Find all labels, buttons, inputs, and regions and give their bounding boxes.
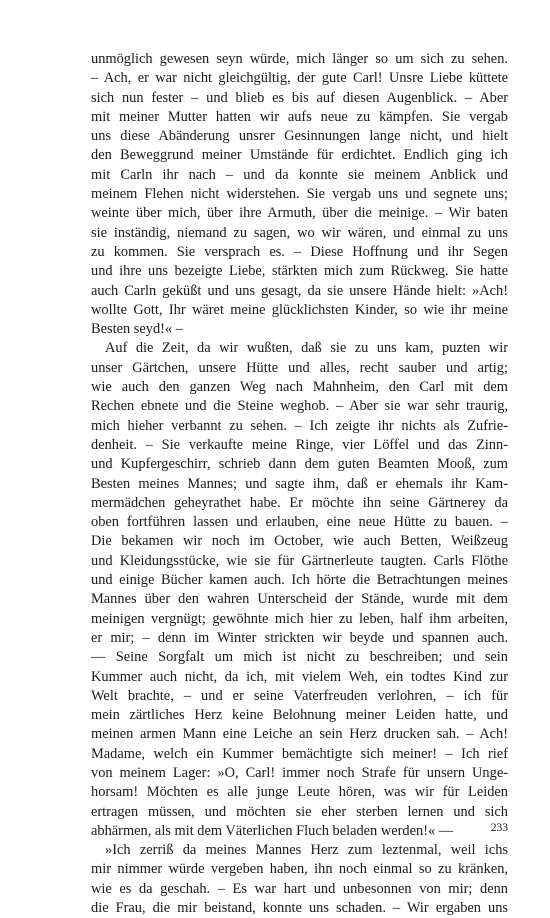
- text-line: auch Carln geküßt und uns gesagt, da sie unsere Hände hielt: »Ach!: [91, 282, 508, 299]
- text-line: Besten meines Mannes; und sagte ihm, daß er ehemals ihr Kam-: [91, 475, 508, 492]
- text-line: ertragen müssen, und möchten sie eher sterben lernen und sich: [91, 803, 508, 820]
- text-line: und ihre uns bezeigte Liebe, stärkten mich zum Rückweg. Sie hatte: [91, 263, 508, 280]
- text-line: Madame, welch ein Kummer bemächtigte sich meiner! – Ich rief: [91, 745, 508, 762]
- text-line: unmöglich gewesen seyn würde, mich länger so um sich zu sehen.: [91, 51, 508, 67]
- text-line: uns diese Abänderung unsrer Gesinnungen lange nicht, und hielt: [91, 128, 508, 145]
- text-line: mit Carln ihr nach – und da konnte sie meinem Anblick und: [91, 166, 508, 183]
- text-line: oben fortführen lassen und erlauben, eine neue Hütte zu bauen. –: [91, 514, 508, 531]
- body-text: [91, 50, 508, 918]
- text-line: mich hieher verbannt zu sehen. – Ich zeigte ihr nichts als Zufrie-: [91, 417, 508, 434]
- text-line: und einige Bücher kamen auch. Ich hörte die Betrachtungen meines: [91, 572, 508, 589]
- text-line: weinte über mich, über ihre Armuth, über die meinige. – Wir baten: [91, 205, 508, 222]
- text-line: –– Seine Sorgfalt um mich ist nicht zu beschreiben; und sein: [91, 649, 508, 666]
- text-line: Die bekamen wir noch im October, wie auch Betten, Weißzeug: [91, 533, 508, 550]
- text-line: Auf die Zeit, da wir wußten, daß sie zu uns kam, puzten wir: [105, 340, 508, 357]
- text-line: zu kommen. Sie versprach es. – Diese Hoffnung und ihr Segen: [91, 243, 508, 260]
- text-line: meinem Flehen nicht widerstehen. Sie vergab uns und segnete uns;: [91, 186, 508, 203]
- text-line: mermädchen geheyrathet habe. Er möchte ihn seine Gärtnerey da: [91, 494, 508, 511]
- text-line: sich nun fester – und blieb es bis auf diesen Augenblick. – Aber: [91, 89, 508, 106]
- page-number: 233: [490, 822, 508, 834]
- text-line: horsam! Möchten es alle junge Leute hören, was wir für Leiden: [91, 784, 508, 801]
- text-line: abhärmen, als mit dem Väterlichen Fluch beladen werden!« ––: [91, 822, 454, 839]
- text-line: Besten seyd!« –: [91, 321, 183, 338]
- text-line: »Ich zerriß da meines Mannes Herz zum leztenmal, weil ichs: [105, 842, 508, 859]
- paragraph: [91, 339, 508, 841]
- text-line: und Kupfergeschirr, schrieb dann dem guten Beamten Mooß, zum: [91, 456, 508, 473]
- text-line: meinigen vergnügt; gewöhnte mich hier zu leben, half ihm arbeiten,: [91, 610, 508, 627]
- paragraph: [91, 50, 508, 339]
- text-line: Welt brachte, – und er seine Vaterfreuden verlohren, – ich für: [91, 687, 508, 704]
- text-line: meinen armen Mann eine Leiche an sein Herz drucken sah. – Ach!: [91, 726, 508, 743]
- text-line: Mannes über den wahren Unterscheid der Stände, wurde mit dem: [91, 591, 508, 608]
- text-line: mein zärtliches Herz keine Belohnung meiner Leiden hatte, und: [91, 707, 508, 724]
- text-line: den Beweggrund meiner Umstände für erdichtet. Endlich ging ich: [91, 147, 508, 164]
- text-line: unser Gärtchen, unsere Hütte und alles, recht sauber und artig;: [91, 359, 508, 376]
- text-line: Kummer auch nicht, da ich, mit vielem Weh, ein todtes Kind zur: [91, 668, 508, 685]
- text-line: mir nimmer würde vergeben haben, ihn noch einmal so zu kränken,: [91, 861, 508, 878]
- text-line: denheit. – Sie verkaufte meine Ringe, vier Löffel und das Zinn-: [91, 436, 508, 453]
- text-line: die Frau, die mir beistand, konnte uns schaden. – Wir ergaben uns: [91, 900, 508, 917]
- text-line: – Ach, er war nicht gleichgültig, der gute Carl! Unsre Liebe küttete: [91, 70, 508, 87]
- text-line: mit meiner Mutter hatten wir aufs neue zu kämpfen. Sie vergab: [91, 108, 508, 125]
- text-line: wie auch den ganzen Weg nach Mahnheim, den Carl mit dem: [91, 379, 508, 396]
- text-line: sie inständig, niemand zu sagen, wo wir wären, und einmal zu uns: [91, 224, 508, 241]
- text-line: und Kleidungsstücke, wie sie für Gärtnerleute taugten. Carls Flöthe: [91, 552, 508, 569]
- text-line: Rechen ebnete und die Steine weghob. – Aber sie war sehr traurig,: [91, 398, 508, 415]
- text-line: von meinem Lager: »O, Carl! immer noch Strafe für unsern Unge-: [91, 764, 508, 781]
- text-line: wie es da geschah. – Es war hart und unbesonnen von mir; denn: [91, 880, 508, 897]
- text-line: er mir; – denn im Winter strickten wir beyde und spannen auch.: [91, 629, 508, 646]
- text-line: wollte Gott, Ihr wäret meine glücklichsten Kinder, so wie ihr meine: [91, 301, 508, 318]
